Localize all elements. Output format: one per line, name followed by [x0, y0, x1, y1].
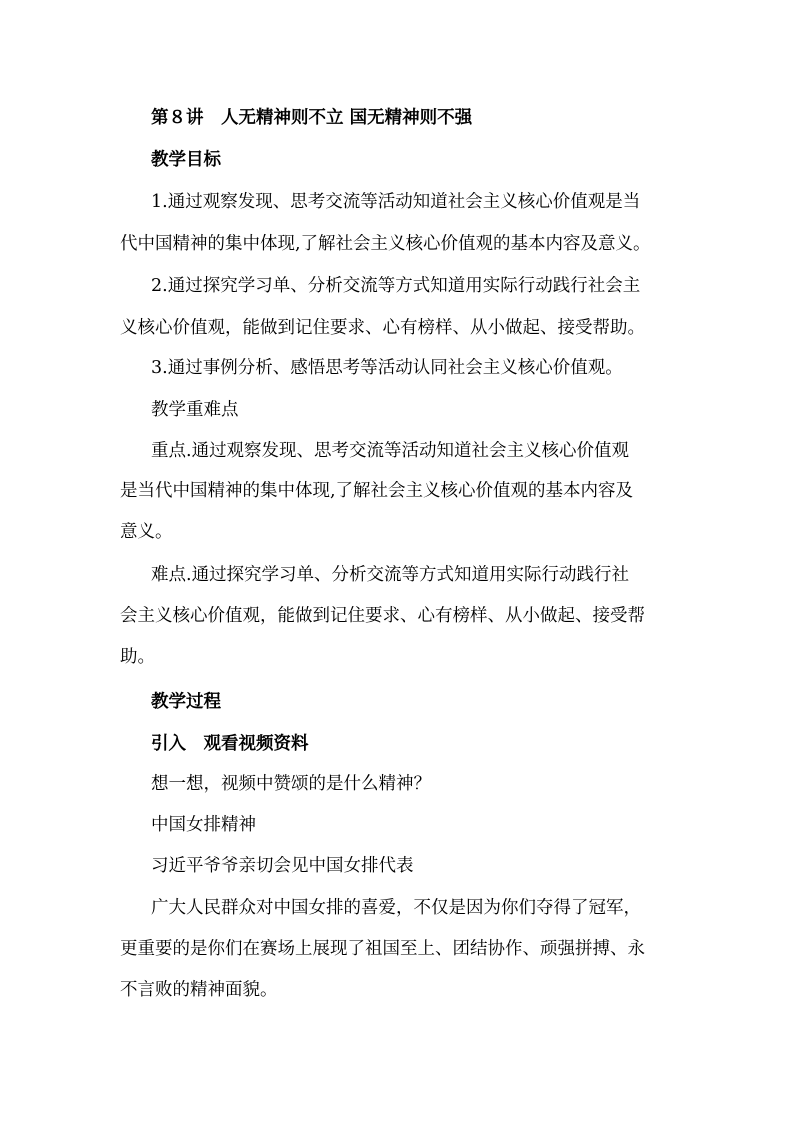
- quote-line-2: 更重要的是你们在赛场上展现了祖国至上、团结协作、顽强拼搏、永: [120, 939, 645, 959]
- key-points-heading: 教学重难点: [151, 400, 239, 420]
- key-point-line-1: 重点.通过观察发现、思考交流等活动知道社会主义核心价值观: [151, 441, 630, 461]
- difficult-point-line-2: 会主义核心价值观，能做到记住要求、心有榜样、从小做起、接受帮: [120, 606, 645, 626]
- process-heading: 教学过程: [151, 692, 221, 712]
- difficult-point-line-1: 难点.通过探究学习单、分析交流等方式知道用实际行动践行社: [151, 565, 630, 585]
- difficult-point-line-3: 助。: [120, 647, 155, 667]
- key-point-line-3: 意义。: [120, 522, 173, 542]
- objective-1-line-2: 代中国精神的集中体现,了解社会主义核心价值观的基本内容及意义。: [120, 234, 651, 254]
- quote-line-3: 不言败的精神面貌。: [120, 980, 278, 1000]
- quote-line-1: 广大人民群众对中国女排的喜爱，不仅是因为你们夺得了冠军，: [151, 898, 641, 918]
- objective-2-line-2: 义核心价值观，能做到记住要求、心有榜样、从小做起、接受帮助。: [120, 318, 645, 338]
- answer-text: 中国女排精神: [151, 815, 256, 835]
- question-text: 想一想，视频中赞颂的是什么精神？: [151, 774, 431, 794]
- intro-heading: 引入 观看视频资料: [151, 734, 309, 754]
- objective-2-line-1: 2.通过探究学习单、分析交流等方式知道用实际行动践行社会主: [151, 276, 641, 296]
- objective-1-line-1: 1.通过观察发现、思考交流等活动知道社会主义核心价值观是当: [151, 192, 641, 212]
- key-point-line-2: 是当代中国精神的集中体现,了解社会主义核心价值观的基本内容及: [120, 481, 634, 501]
- meeting-text: 习近平爷爷亲切会见中国女排代表: [151, 856, 414, 876]
- objective-3: 3.通过事例分析、感悟思考等活动认同社会主义核心价值观。: [151, 358, 623, 378]
- objectives-heading: 教学目标: [151, 150, 221, 170]
- lesson-title: 第８讲 人无精神则不立 国无精神则不强: [151, 108, 473, 128]
